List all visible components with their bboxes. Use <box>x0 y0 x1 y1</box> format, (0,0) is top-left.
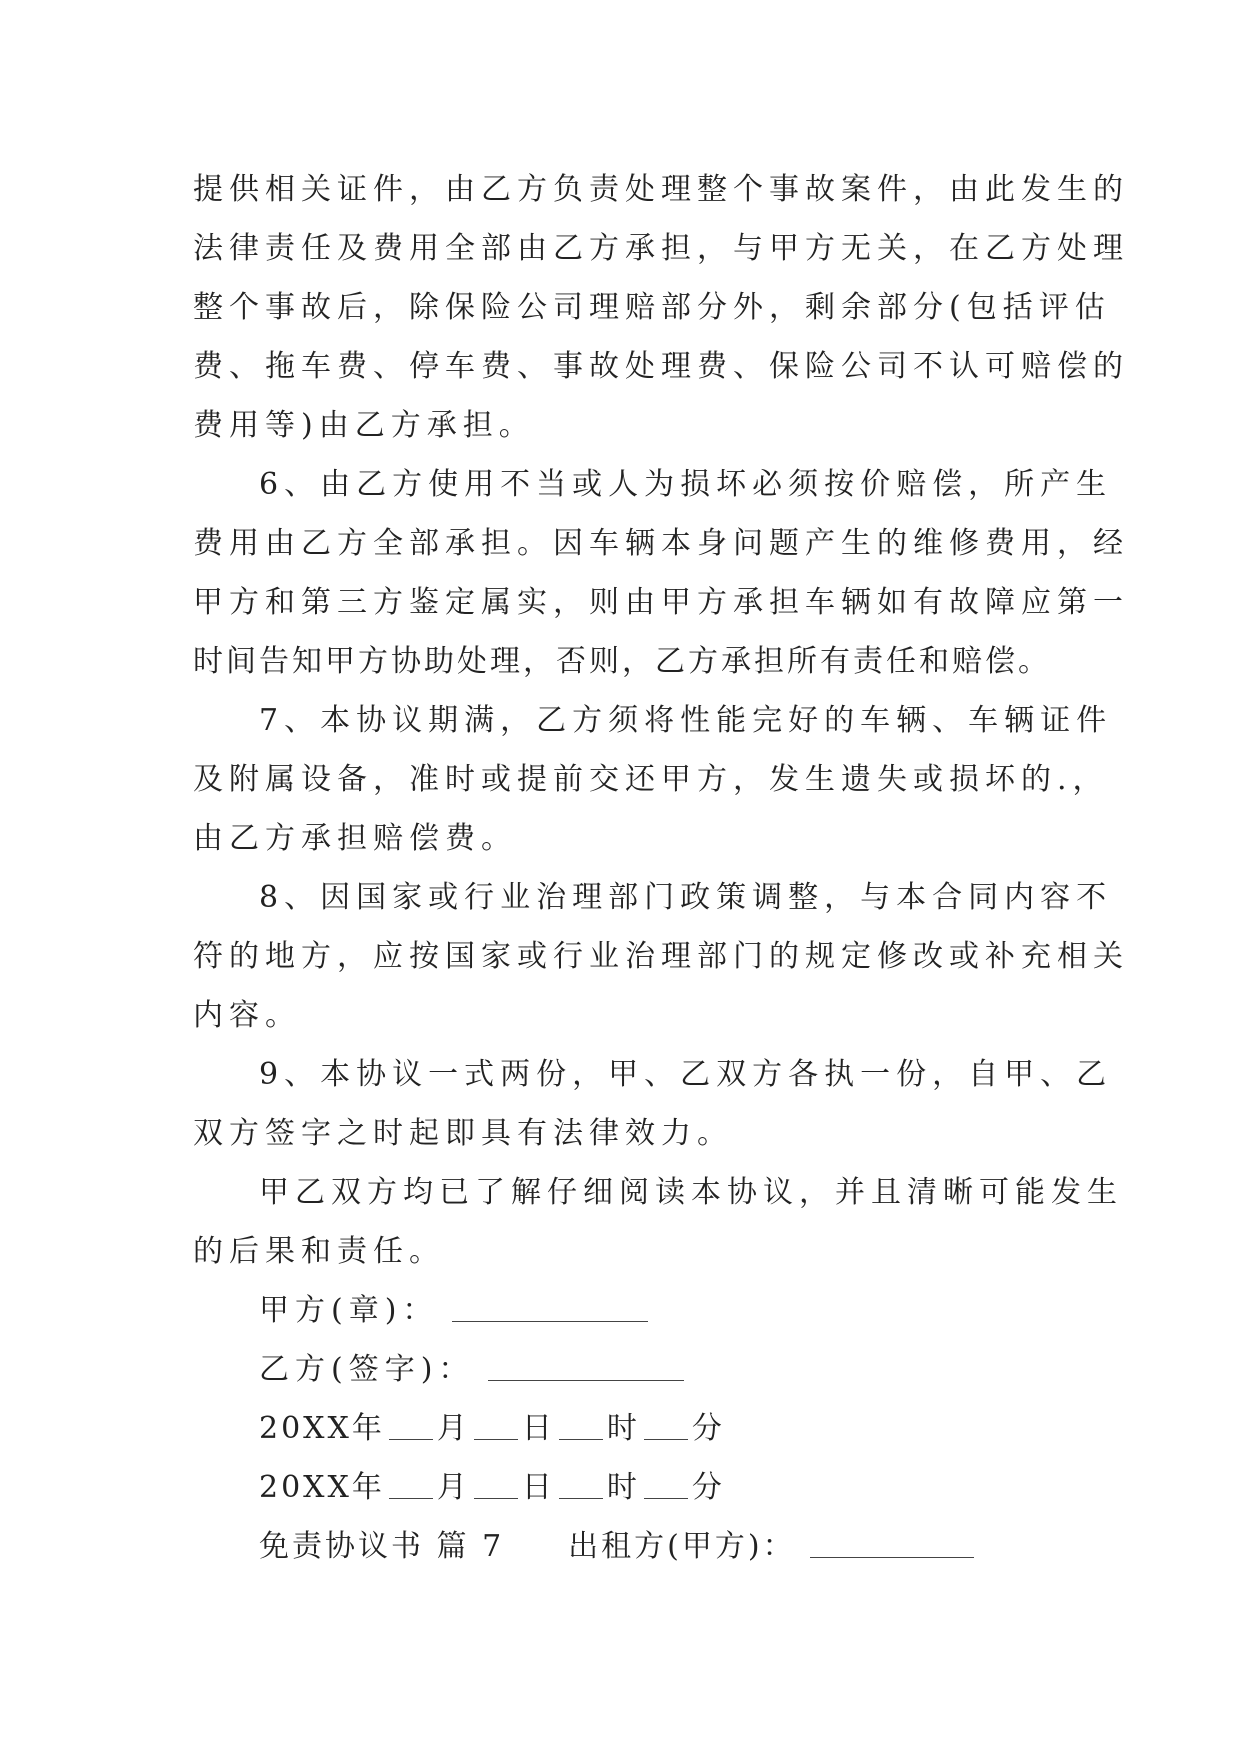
clause-6-line: 6、由乙方使用不当或人为损坏必须按价赔偿，所产生 <box>259 467 1113 502</box>
paragraph-line: 内容。 <box>193 998 301 1033</box>
date-line <box>193 1458 1053 1517</box>
section-heading-row <box>193 1517 1053 1576</box>
section-title: 免责协议书 <box>259 1529 424 1564</box>
day-blank[interactable] <box>474 1409 518 1440</box>
date-year-unit: 年 <box>351 1470 385 1505</box>
clause-9-line: 9、本协议一式两份，甲、乙双方各执一份，自甲、乙 <box>259 1057 1113 1092</box>
party-b-signature-row <box>193 1340 1053 1399</box>
clause-7-line: 7、本协议期满，乙方须将性能完好的车辆、车辆证件 <box>259 703 1113 738</box>
date-minute-unit: 分 <box>691 1470 725 1505</box>
month-blank[interactable] <box>389 1409 433 1440</box>
party-b-label: 乙方(签字)： <box>259 1352 475 1387</box>
lessor-label: 出租方(甲方)： <box>568 1529 796 1564</box>
paragraph-line: 费、拖车费、停车费、事故处理费、保险公司不认可赔偿的 <box>193 349 1129 384</box>
hour-blank[interactable] <box>559 1468 603 1499</box>
date-day-unit: 日 <box>521 1411 555 1446</box>
paragraph-line: 费用等)由乙方承担。 <box>193 408 535 443</box>
date-hour-unit: 时 <box>606 1411 640 1446</box>
hour-blank[interactable] <box>559 1409 603 1440</box>
party-a-label: 甲方(章)： <box>259 1293 439 1328</box>
document-body <box>193 160 1129 1576</box>
date-hour-unit: 时 <box>606 1470 640 1505</box>
date-day-unit: 日 <box>521 1470 555 1505</box>
paragraph-line: 提供相关证件，由乙方负责处理整个事故案件，由此发生的 <box>193 172 1129 207</box>
date-minute-unit: 分 <box>691 1411 725 1446</box>
paragraph-line: 整个事故后，除保险公司理赔部分外，剩余部分(包括评估 <box>193 290 1111 325</box>
paragraph-line: 费用由乙方全部承担。因车辆本身问题产生的维修费用，经 <box>193 526 1129 561</box>
paragraph-line: 时间告知甲方协助处理，否则，乙方承担所有责任和赔偿。 <box>193 644 1051 679</box>
lessor-signature-field[interactable] <box>810 1527 974 1558</box>
paragraph-line: 的后果和责任。 <box>193 1234 445 1269</box>
date-month-unit: 月 <box>436 1411 470 1446</box>
month-blank[interactable] <box>389 1468 433 1499</box>
paragraph-line: 由乙方承担赔偿费。 <box>193 821 517 856</box>
paragraph-line: 法律责任及费用全部由乙方承担，与甲方无关，在乙方处理 <box>193 231 1129 266</box>
minute-blank[interactable] <box>644 1468 688 1499</box>
acknowledgement-line: 甲乙双方均已了解仔细阅读本协议，并且清晰可能发生 <box>259 1175 1123 1210</box>
day-blank[interactable] <box>474 1468 518 1499</box>
party-b-signature-field[interactable] <box>488 1350 684 1381</box>
paragraph-line: 甲方和第三方鉴定属实，则由甲方承担车辆如有故障应第一 <box>193 585 1129 620</box>
minute-blank[interactable] <box>644 1409 688 1440</box>
party-a-signature-field[interactable] <box>452 1291 648 1322</box>
date-line <box>193 1399 1053 1458</box>
date-year: 20XX <box>259 1470 352 1505</box>
paragraph-line: 及附属设备，准时或提前交还甲方，发生遗失或损坏的.， <box>193 762 1109 797</box>
date-year-unit: 年 <box>351 1411 385 1446</box>
party-a-signature-row <box>193 1281 1053 1340</box>
date-year: 20XX <box>259 1411 352 1446</box>
paragraph-line: 双方签字之时起即具有法律效力。 <box>193 1116 733 1151</box>
paragraph-line: 符的地方，应按国家或行业治理部门的规定修改或补充相关 <box>193 939 1129 974</box>
clause-8-line: 8、因国家或行业治理部门政策调整，与本合同内容不 <box>259 880 1113 915</box>
date-month-unit: 月 <box>436 1470 470 1505</box>
section-number: 篇 7 <box>436 1529 505 1564</box>
